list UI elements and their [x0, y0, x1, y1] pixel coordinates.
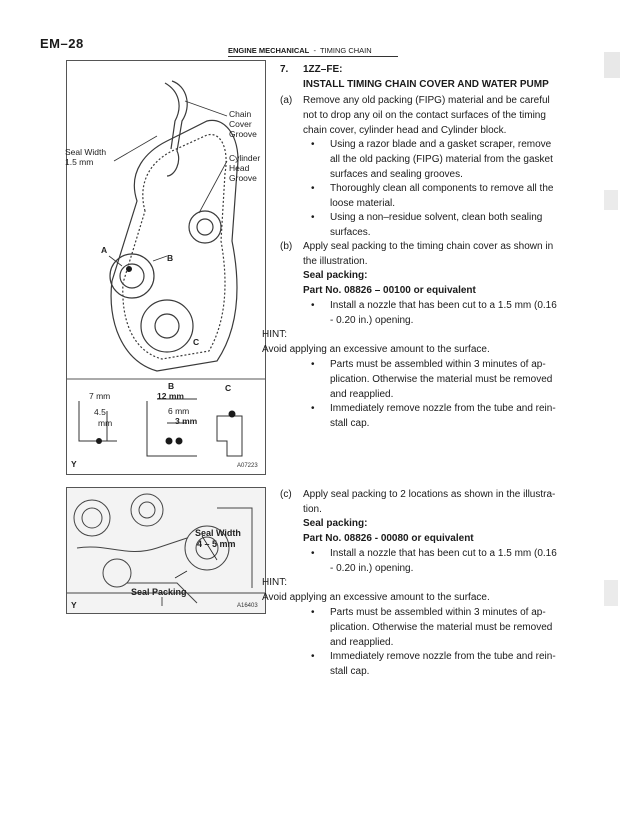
substep-b-label: (b) [280, 241, 293, 252]
bullet-icon: • [311, 212, 315, 223]
label-c: C [193, 337, 200, 347]
bullet-text: Using a non–residue solvent, clean both sealing surfaces. [330, 212, 543, 238]
label-seal-width: Seal Width [195, 528, 241, 538]
hint-text: Avoid applying an excessive amount to the surface. [262, 344, 490, 355]
bullet-icon: • [311, 651, 315, 662]
substep-c-label: (c) [280, 489, 292, 500]
bullet-text: Immediately remove nozzle from the tube and rein- stall cap. [330, 651, 556, 677]
bullet-text: Parts must be assembled within 3 minutes of ap- plication. Otherwise the material must be removed and reapplied. [330, 607, 553, 648]
label-b: B [167, 253, 174, 263]
figure-corner-y: Y [71, 459, 77, 469]
bullet-text: Install a nozzle that has been cut to a 1.5 mm (0.16 - 0.20 in.) opening. [330, 300, 557, 326]
bullet-icon: • [311, 359, 315, 370]
scan-artifact [604, 190, 618, 210]
bullet-text: Install a nozzle that has been cut to a 1.5 mm (0.16 - 0.20 in.) opening. [330, 548, 557, 574]
seal-packing-heading: Seal packing: [303, 518, 368, 529]
detail-b-title: B [168, 381, 175, 391]
header-rule [228, 56, 398, 57]
substep-a-label: (a) [280, 95, 293, 106]
label-a: A [101, 245, 108, 255]
part-number: Part No. 08826 – 00100 or equivalent [303, 285, 476, 296]
label-cylinder-head-groove: Cylinder Head Groove [229, 153, 261, 183]
label-seal-packing: Seal Packing [131, 587, 187, 597]
bullet-icon: • [311, 607, 315, 618]
substep-c-text: Apply seal packing to 2 locations as shown in the illustra- tion. [303, 489, 556, 515]
label-seal-width: Seal Width 1.5 mm [65, 147, 107, 167]
scan-artifact [604, 580, 618, 606]
header-subsection: TIMING CHAIN [319, 46, 372, 55]
detail-a-mm: mm [98, 418, 113, 428]
figure-seal-packing [66, 487, 266, 614]
detail-b-12mm: 12 mm [157, 391, 184, 401]
bullet-text: Using a razor blade and a gasket scraper, remove all the old packing (FIPG) material from the gasket surfaces and sealing grooves. [330, 139, 553, 180]
detail-b-6mm: 6 mm [168, 406, 190, 416]
header-separator: - [313, 46, 316, 55]
bullet-icon: • [311, 548, 315, 559]
bullet-text: Thoroughly clean all components to remove all the loose material. [330, 183, 554, 209]
scan-artifact [604, 52, 620, 78]
figure-timing-cover-seal [66, 60, 266, 475]
header-section: ENGINE MECHANICAL [228, 46, 310, 55]
detail-a-7mm: 7 mm [89, 391, 111, 401]
page-number: EM–28 [40, 36, 84, 51]
substep-b-text: Apply seal packing to the timing chain cover as shown in the illustration. [303, 241, 554, 267]
hint-title: HINT: [262, 329, 287, 340]
detail-a-4.5: 4.5 [94, 407, 106, 417]
detail-b-3mm: 3 mm [175, 416, 198, 426]
bullet-text: Immediately remove nozzle from the tube and rein- stall cap. [330, 403, 556, 429]
label-chain-cover-groove: Chain Cover Groove [229, 109, 257, 139]
bullet-icon: • [311, 403, 315, 414]
figure-corner-y: Y [71, 600, 77, 610]
bullet-icon: • [311, 139, 315, 150]
bullet-icon: • [311, 300, 315, 311]
page-header [228, 46, 372, 55]
bullet-icon: • [311, 183, 315, 194]
substep-a-text: Remove any old packing (FIPG) material and be careful not to drop any oil on the contact surfaces of the timing chain cover, cylinder head and Cylinder block. [303, 95, 550, 136]
figure-code: A16403 [237, 603, 258, 609]
detail-c-title: C [225, 383, 232, 393]
figure-code: A07223 [237, 463, 258, 469]
hint-text: Avoid applying an excessive amount to the surface. [262, 592, 490, 603]
step-title: INSTALL TIMING CHAIN COVER AND WATER PUMP [303, 79, 549, 90]
part-number: Part No. 08826 - 00080 or equivalent [303, 533, 474, 544]
seal-packing-heading: Seal packing: [303, 270, 368, 281]
engine-code: 1ZZ–FE: [303, 64, 343, 75]
step-number: 7. [280, 64, 289, 75]
hint-title: HINT: [262, 577, 287, 588]
bullet-text: Parts must be assembled within 3 minutes of ap- plication. Otherwise the material must be removed and reapplied. [330, 359, 553, 400]
label-seal-width-value: 4 – 5 mm [197, 539, 236, 549]
